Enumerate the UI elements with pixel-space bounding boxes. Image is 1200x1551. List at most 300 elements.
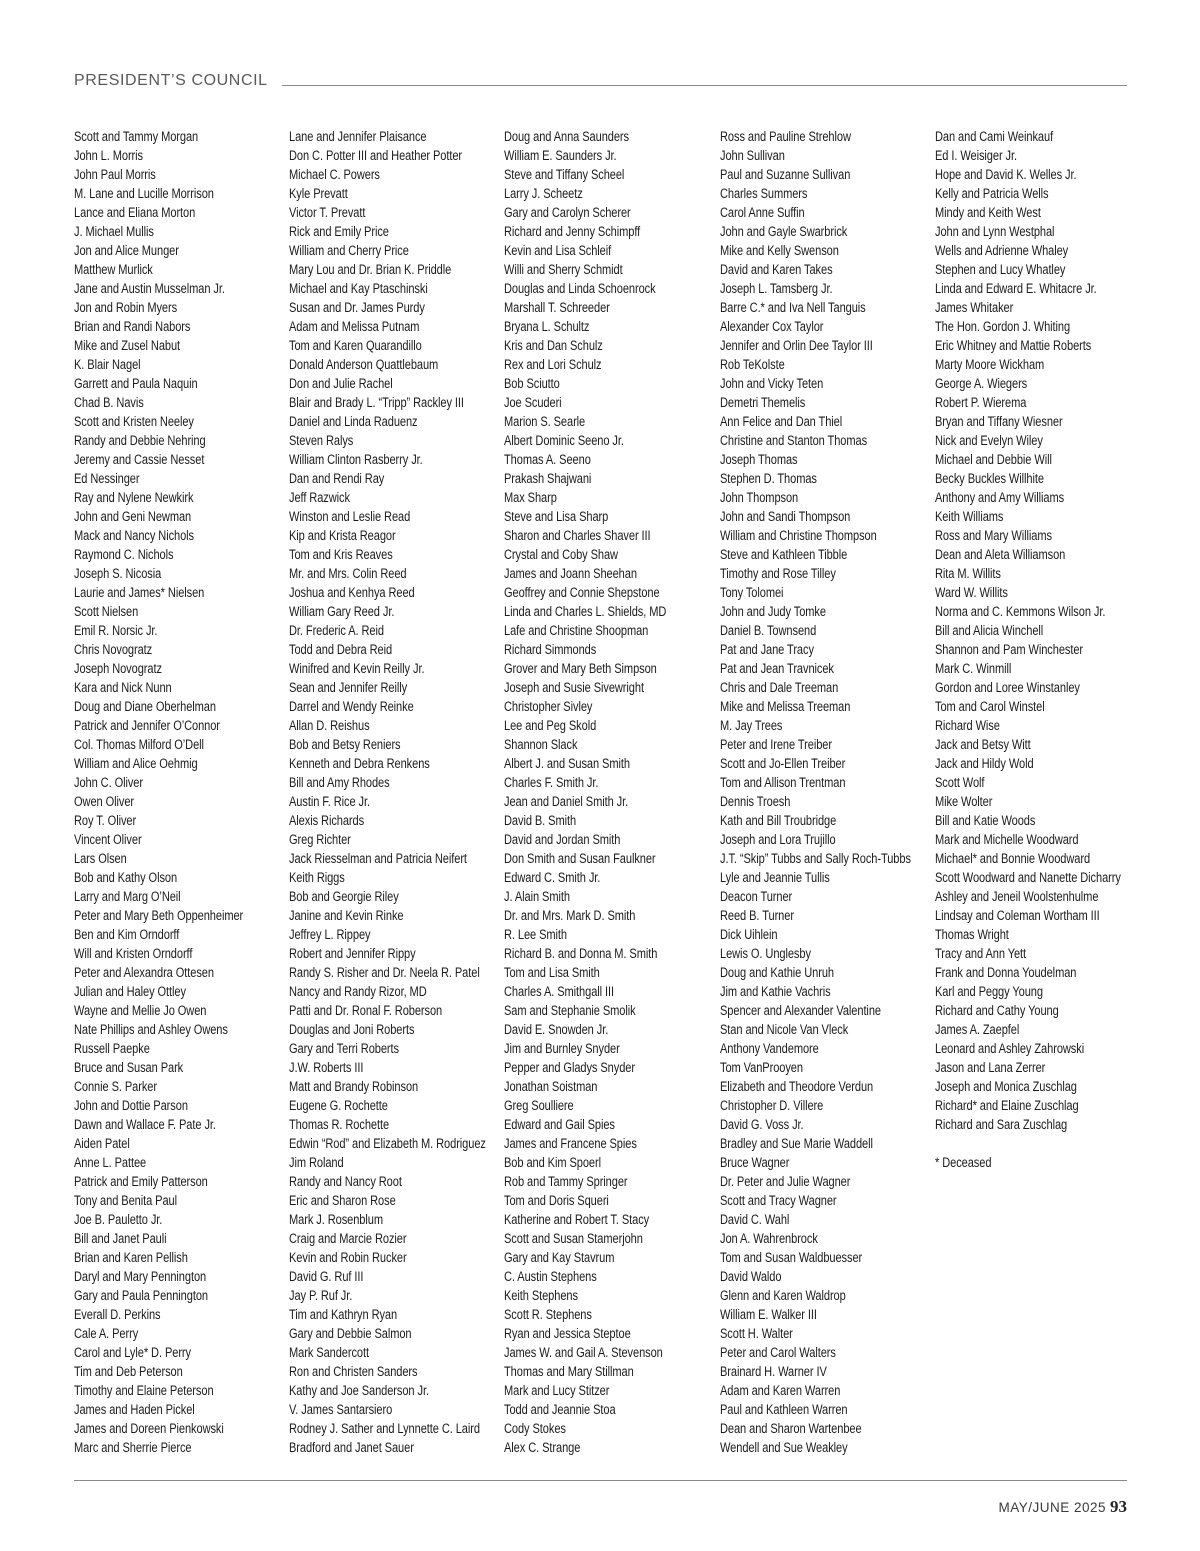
donor-name: Joshua and Kenhya Reed <box>289 585 415 600</box>
donor-column-5 <box>935 127 1145 1172</box>
donor-name: M. Lane and Lucille Morrison <box>74 186 214 201</box>
donor-name: Scott and Tracy Wagner <box>720 1193 837 1208</box>
donor-name: Rita M. Willits <box>935 566 1001 581</box>
donor-name: Dan and Cami Weinkauf <box>935 129 1054 144</box>
donor-name: John and Judy Tomke <box>720 604 826 619</box>
donor-name: Kara and Nick Nunn <box>74 680 172 695</box>
donor-name: Joseph L. Tamsberg Jr. <box>720 281 833 296</box>
donor-name: Crystal and Coby Shaw <box>504 547 618 562</box>
donor-name: Mark C. Winmill <box>935 661 1012 676</box>
donor-name: John Sullivan <box>720 148 785 163</box>
donor-name: Tony and Benita Paul <box>74 1193 177 1208</box>
donor-name: Jim Roland <box>289 1155 344 1170</box>
donor-name: Adam and Karen Warren <box>720 1383 841 1398</box>
donor-name: Blair and Brady L. “Tripp” Rackley III <box>289 395 464 410</box>
donor-name: Allan D. Reishus <box>289 718 370 733</box>
donor-name: Paul and Suzanne Sullivan <box>720 167 851 182</box>
donor-name: Jim and Kathie Vachris <box>720 984 831 999</box>
donor-name: Keith Williams <box>935 509 1004 524</box>
donor-name: Adam and Melissa Putnam <box>289 319 420 334</box>
donor-name: Scott H. Walter <box>720 1326 793 1341</box>
donor-name: Todd and Jeannie Stoa <box>504 1402 616 1417</box>
donor-name: Lance and Eliana Morton <box>74 205 196 220</box>
donor-name: Shannon and Pam Winchester <box>935 642 1084 657</box>
donor-name: Lane and Jennifer Plaisance <box>289 129 427 144</box>
donor-name: Bob and Kathy Olson <box>74 870 178 885</box>
donor-name: Ed Nessinger <box>74 471 140 486</box>
donor-name: John and Geni Newman <box>74 509 192 524</box>
donor-name: Marty Moore Wickham <box>935 357 1045 372</box>
donor-name: Wayne and Mellie Jo Owen <box>74 1003 207 1018</box>
donor-name: Cale A. Perry <box>74 1326 139 1341</box>
donor-name: Bryan and Tiffany Wiesner <box>935 414 1063 429</box>
donor-name: Tom and Allison Trentman <box>720 775 846 790</box>
donor-name: Ron and Christen Sanders <box>289 1364 418 1379</box>
donor-name: Stan and Nicole Van Vleck <box>720 1022 849 1037</box>
donor-name: Dan and Rendi Ray <box>289 471 385 486</box>
donor-name: Carol and Lyle* D. Perry <box>74 1345 191 1360</box>
page-number: 93 <box>1110 1497 1127 1516</box>
donor-name: Kyle Prevatt <box>289 186 348 201</box>
donor-name: Joseph S. Nicosia <box>74 566 162 581</box>
donor-name: Pat and Jane Tracy <box>720 642 814 657</box>
donor-name: John C. Oliver <box>74 775 143 790</box>
donor-name: Tom and Carol Winstel <box>935 699 1045 714</box>
donor-name: Jim and Burnley Snyder <box>504 1041 620 1056</box>
donor-name: Bob and Betsy Reniers <box>289 737 401 752</box>
donor-name: Jane and Austin Musselman Jr. <box>74 281 225 296</box>
donor-name: Brainard H. Warner IV <box>720 1364 827 1379</box>
donor-name: Geoffrey and Connie Shepstone <box>504 585 660 600</box>
donor-name: Kelly and Patricia Wells <box>935 186 1049 201</box>
donor-name: Aiden Patel <box>74 1136 130 1151</box>
donor-name: George A. Wiegers <box>935 376 1028 391</box>
donor-name: Ray and Nylene Newkirk <box>74 490 194 505</box>
donor-name: Reed B. Turner <box>720 908 794 923</box>
donor-name: Nate Phillips and Ashley Owens <box>74 1022 228 1037</box>
donor-name: Greg Richter <box>289 832 351 847</box>
donor-name: Everall D. Perkins <box>74 1307 161 1322</box>
donor-name: Jon A. Wahrenbrock <box>720 1231 818 1246</box>
donor-name: Timothy and Rose Tilley <box>720 566 836 581</box>
donor-name: Bruce and Susan Park <box>74 1060 184 1075</box>
donor-name: Joe B. Pauletto Jr. <box>74 1212 163 1227</box>
donor-name: Daniel B. Townsend <box>720 623 817 638</box>
donor-name: Hope and David K. Welles Jr. <box>935 167 1077 182</box>
donor-name: Charles A. Smithgall III <box>504 984 615 999</box>
donor-name: Katherine and Robert T. Stacy <box>504 1212 650 1227</box>
donor-name: Russell Paepke <box>74 1041 150 1056</box>
donor-name: Jeffrey L. Rippey <box>289 927 371 942</box>
donor-name: Gary and Debbie Salmon <box>289 1326 412 1341</box>
donor-name: Dr. and Mrs. Mark D. Smith <box>504 908 636 923</box>
donor-name: Bryana L. Schultz <box>504 319 590 334</box>
donor-name: Larry J. Scheetz <box>504 186 583 201</box>
donor-name: Marshall T. Schreeder <box>504 300 610 315</box>
donor-name: Marc and Sherrie Pierce <box>74 1440 192 1455</box>
donor-name: Ross and Pauline Strehlow <box>720 129 851 144</box>
issue-date: MAY/JUNE 2025 <box>998 1500 1106 1515</box>
donor-name: Julian and Haley Ottley <box>74 984 186 999</box>
donor-name: Scott and Susan Stamerjohn <box>504 1231 643 1246</box>
donor-name: Scott and Tammy Morgan <box>74 129 199 144</box>
donor-name: Lars Olsen <box>74 851 127 866</box>
donor-name: Marion S. Searle <box>504 414 586 429</box>
donor-name: Laurie and James* Nielsen <box>74 585 205 600</box>
donor-column-2 <box>289 127 499 1457</box>
donor-name: Rick and Emily Price <box>289 224 389 239</box>
donor-name: David G. Ruf III <box>289 1269 364 1284</box>
donor-name: Tom and Karen Quarandillo <box>289 338 422 353</box>
donor-name: Mark Sandercott <box>289 1345 369 1360</box>
donor-name: Vincent Oliver <box>74 832 142 847</box>
donor-name: Richard* and Elaine Zuschlag <box>935 1098 1079 1113</box>
donor-name: Roy T. Oliver <box>74 813 137 828</box>
donor-name: Victor T. Prevatt <box>289 205 366 220</box>
donor-name: Steve and Tiffany Scheel <box>504 167 625 182</box>
donor-name: Lindsay and Coleman Wortham III <box>935 908 1100 923</box>
donor-name: Wells and Adrienne Whaley <box>935 243 1069 258</box>
donor-name: Edwin “Rod” and Elizabeth M. Rodriguez <box>289 1136 486 1151</box>
donor-name: Barre C.* and Iva Nell Tanguis <box>720 300 866 315</box>
donor-name: David E. Snowden Jr. <box>504 1022 609 1037</box>
donor-name: James A. Zaepfel <box>935 1022 1020 1037</box>
donor-name: Scott Wolf <box>935 775 985 790</box>
donor-name: Steven Ralys <box>289 433 354 448</box>
donor-name: Jeremy and Cassie Nesset <box>74 452 205 467</box>
donor-name: Charles F. Smith Jr. <box>504 775 599 790</box>
donor-name: Peter and Carol Walters <box>720 1345 836 1360</box>
donor-name: Norma and C. Kemmons Wilson Jr. <box>935 604 1106 619</box>
deceased-footnote: * Deceased <box>935 1155 992 1170</box>
donor-name: William and Christine Thompson <box>720 528 877 543</box>
donor-name: Craig and Marcie Rozier <box>289 1231 407 1246</box>
donor-name: Gary and Terri Roberts <box>289 1041 399 1056</box>
donor-name: Kevin and Robin Rucker <box>289 1250 407 1265</box>
donor-name: Ben and Kim Orndorff <box>74 927 180 942</box>
donor-name: Will and Kristen Orndorff <box>74 946 193 961</box>
donor-name: Rob and Tammy Springer <box>504 1174 628 1189</box>
donor-name: Lafe and Christine Shoopman <box>504 623 649 638</box>
donor-name: Lyle and Jeannie Tullis <box>720 870 830 885</box>
donor-name: John and Gayle Swarbrick <box>720 224 848 239</box>
donor-name: Mark and Lucy Stitzer <box>504 1383 610 1398</box>
donor-name: Matt and Brandy Robinson <box>289 1079 419 1094</box>
donor-name: Christine and Stanton Thomas <box>720 433 868 448</box>
donor-name: James and Doreen Pienkowski <box>74 1421 224 1436</box>
donor-name: C. Austin Stephens <box>504 1269 597 1284</box>
donor-name: Emil R. Norsic Jr. <box>74 623 158 638</box>
donor-name: Richard and Jenny Schimpff <box>504 224 641 239</box>
donor-name: J.W. Roberts III <box>289 1060 364 1075</box>
donor-name: Bruce Wagner <box>720 1155 790 1170</box>
donor-name: James and Francene Spies <box>504 1136 637 1151</box>
donor-name: Becky Buckles Willhite <box>935 471 1044 486</box>
donor-name: Spencer and Alexander Valentine <box>720 1003 881 1018</box>
donor-name: Ross and Mary Williams <box>935 528 1052 543</box>
donor-name: Mack and Nancy Nichols <box>74 528 195 543</box>
donor-name: Douglas and Linda Schoenrock <box>504 281 656 296</box>
donor-name: Dean and Aleta Williamson <box>935 547 1066 562</box>
donor-name: V. James Santarsiero <box>289 1402 393 1417</box>
section-title: PRESIDENT’S COUNCIL <box>74 72 282 90</box>
donor-name: Eric and Sharon Rose <box>289 1193 396 1208</box>
donor-name: Jeff Razwick <box>289 490 350 505</box>
donor-name: Jonathan Soistman <box>504 1079 598 1094</box>
donor-name: David B. Smith <box>504 813 577 828</box>
donor-name: John and Lynn Westphal <box>935 224 1055 239</box>
donor-name: Ashley and Jeneil Woolstenhulme <box>935 889 1099 904</box>
donor-name: Mike Wolter <box>935 794 993 809</box>
donor-name: Anthony Vandemore <box>720 1041 819 1056</box>
donor-name: K. Blair Nagel <box>74 357 141 372</box>
donor-name: John Paul Morris <box>74 167 156 182</box>
donor-name: Alex C. Strange <box>504 1440 581 1455</box>
donor-name: Col. Thomas Milford O’Dell <box>74 737 204 752</box>
donor-name: Janine and Kevin Rinke <box>289 908 404 923</box>
donor-name: Daryl and Mary Pennington <box>74 1269 207 1284</box>
donor-name: Kenneth and Debra Renkens <box>289 756 430 771</box>
donor-name: David and Jordan Smith <box>504 832 621 847</box>
donor-name: Tom VanProoyen <box>720 1060 803 1075</box>
donor-name: Randy S. Risher and Dr. Neela R. Patel <box>289 965 480 980</box>
donor-name: Joseph and Lora Trujillo <box>720 832 836 847</box>
donor-name: Pepper and Gladys Snyder <box>504 1060 635 1075</box>
donor-name: Christopher Sivley <box>504 699 593 714</box>
donor-name: Paul and Kathleen Warren <box>720 1402 848 1417</box>
donor-name: Daniel and Linda Raduenz <box>289 414 418 429</box>
donor-name: Scott and Kristen Neeley <box>74 414 194 429</box>
donor-name: Chris and Dale Treeman <box>720 680 839 695</box>
donor-name: Edward and Gail Spies <box>504 1117 615 1132</box>
donor-name: Gary and Paula Pennington <box>74 1288 208 1303</box>
donor-name: Bill and Katie Woods <box>935 813 1036 828</box>
donor-name: Peter and Mary Beth Oppenheimer <box>74 908 244 923</box>
donor-name: Doug and Kathie Unruh <box>720 965 834 980</box>
donor-name: Kip and Krista Reagor <box>289 528 396 543</box>
donor-name: Nick and Evelyn Wiley <box>935 433 1043 448</box>
donor-name: Tim and Deb Peterson <box>74 1364 183 1379</box>
donor-name: Rex and Lori Schulz <box>504 357 602 372</box>
donor-name: Tom and Doris Squeri <box>504 1193 609 1208</box>
donor-name: Frank and Donna Youdelman <box>935 965 1077 980</box>
donor-name: Bob Sciutto <box>504 376 560 391</box>
donor-name: Doug and Diane Oberhelman <box>74 699 216 714</box>
donor-name: Patrick and Emily Patterson <box>74 1174 208 1189</box>
donor-name: Don Smith and Susan Faulkner <box>504 851 656 866</box>
page-footer <box>998 1497 1127 1517</box>
donor-name: William Gary Reed Jr. <box>289 604 395 619</box>
donor-name: Scott R. Stephens <box>504 1307 592 1322</box>
donor-name: Thomas and Mary Stillman <box>504 1364 634 1379</box>
donor-name: Alexander Cox Taylor <box>720 319 824 334</box>
donor-name: Winston and Leslie Read <box>289 509 411 524</box>
donor-name: J. Michael Mullis <box>74 224 154 239</box>
donor-name: David and Karen Takes <box>720 262 833 277</box>
donor-name: Jack and Hildy Wold <box>935 756 1034 771</box>
donor-name: Doug and Anna Saunders <box>504 129 629 144</box>
donor-name: Darrel and Wendy Reinke <box>289 699 414 714</box>
donor-name: Bradley and Sue Marie Waddell <box>720 1136 873 1151</box>
donor-name: John and Sandi Thompson <box>720 509 851 524</box>
donor-name: David C. Wahl <box>720 1212 790 1227</box>
donor-name: Richard Wise <box>935 718 1000 733</box>
donor-name: Timothy and Elaine Peterson <box>74 1383 214 1398</box>
donor-name: M. Jay Trees <box>720 718 783 733</box>
donor-name: Karl and Peggy Young <box>935 984 1043 999</box>
donor-name: Tony Tolomei <box>720 585 784 600</box>
donor-column-1 <box>74 127 284 1457</box>
donor-name: Austin F. Rice Jr. <box>289 794 370 809</box>
donor-name: Peter and Irene Treiber <box>720 737 832 752</box>
donor-name: Anthony and Amy Williams <box>935 490 1065 505</box>
donor-name: Peter and Alexandra Ottesen <box>74 965 214 980</box>
donor-name: Patti and Dr. Ronal F. Roberson <box>289 1003 443 1018</box>
donor-name: Mr. and Mrs. Colin Reed <box>289 566 407 581</box>
donor-name: John L. Morris <box>74 148 143 163</box>
donor-name: Thomas Wright <box>935 927 1009 942</box>
donor-name: Anne L. Pattee <box>74 1155 147 1170</box>
donor-name: Scott Woodward and Nanette Dicharry <box>935 870 1121 885</box>
donor-name: Raymond C. Nichols <box>74 547 174 562</box>
donor-name: Ed I. Weisiger Jr. <box>935 148 1017 163</box>
donor-name: David G. Voss Jr. <box>720 1117 804 1132</box>
donor-name: Gary and Kay Stavrum <box>504 1250 615 1265</box>
donor-name: Kevin and Lisa Schleif <box>504 243 612 258</box>
donor-name: Dennis Troesh <box>720 794 791 809</box>
donor-name: Mindy and Keith West <box>935 205 1041 220</box>
donor-name: Keith Stephens <box>504 1288 578 1303</box>
donor-name: Patrick and Jennifer O’Connor <box>74 718 220 733</box>
donor-name: Scott and Jo-Ellen Treiber <box>720 756 846 771</box>
donor-name: Mike and Melissa Treeman <box>720 699 851 714</box>
donor-name: James Whitaker <box>935 300 1014 315</box>
donor-name: Sharon and Charles Shaver III <box>504 528 651 543</box>
donor-name: Lewis O. Unglesby <box>720 946 811 961</box>
donor-name: Ryan and Jessica Steptoe <box>504 1326 631 1341</box>
donor-name: Eugene G. Rochette <box>289 1098 388 1113</box>
donor-column-3 <box>504 127 714 1457</box>
donor-name: Kris and Dan Schulz <box>504 338 603 353</box>
donor-name: Todd and Debra Reid <box>289 642 393 657</box>
donor-name: Glenn and Karen Waldrop <box>720 1288 846 1303</box>
donor-name: Owen Oliver <box>74 794 135 809</box>
donor-name: Dawn and Wallace F. Pate Jr. <box>74 1117 216 1132</box>
donor-name: Willi and Sherry Schmidt <box>504 262 623 277</box>
donor-name: Dick Uihlein <box>720 927 778 942</box>
donor-name: Chris Novogratz <box>74 642 153 657</box>
donor-name: Michael C. Powers <box>289 167 380 182</box>
donor-name: Albert Dominic Seeno Jr. <box>504 433 624 448</box>
donor-name: Michael and Debbie Will <box>935 452 1052 467</box>
donor-name: Tim and Kathryn Ryan <box>289 1307 398 1322</box>
donor-name: William and Cherry Price <box>289 243 409 258</box>
donor-name: Tom and Kris Reaves <box>289 547 393 562</box>
donor-name: Mike and Kelly Swenson <box>720 243 839 258</box>
donor-name: Bill and Janet Pauli <box>74 1231 167 1246</box>
donor-name: William and Alice Oehmig <box>74 756 198 771</box>
donor-name: Pat and Jean Travnicek <box>720 661 834 676</box>
donor-name: Mary Lou and Dr. Brian K. Priddle <box>289 262 452 277</box>
donor-name: Garrett and Paula Naquin <box>74 376 198 391</box>
donor-name: Mark J. Rosenblum <box>289 1212 383 1227</box>
donor-name: Stephen and Lucy Whatley <box>935 262 1066 277</box>
donor-name: Mike and Zusel Nabut <box>74 338 181 353</box>
donor-name: Jon and Alice Munger <box>74 243 179 258</box>
donor-name: Sam and Stephanie Smolik <box>504 1003 636 1018</box>
donor-name: Jack Riesselman and Patricia Neifert <box>289 851 467 866</box>
donor-name: Richard and Sara Zuschlag <box>935 1117 1068 1132</box>
donor-name: Susan and Dr. James Purdy <box>289 300 425 315</box>
donor-name: Max Sharp <box>504 490 557 505</box>
donor-columns <box>74 127 1154 1457</box>
donor-name: The Hon. Gordon J. Whiting <box>935 319 1071 334</box>
donor-name: Shannon Slack <box>504 737 578 752</box>
donor-name: Jennifer and Orlin Dee Taylor III <box>720 338 873 353</box>
page-header <box>74 70 1127 94</box>
donor-name: James W. and Gail A. Stevenson <box>504 1345 663 1360</box>
donor-name: Jason and Lana Zerrer <box>935 1060 1046 1075</box>
donor-name: Joseph Thomas <box>720 452 798 467</box>
donor-name: Larry and Marg O’Neil <box>74 889 181 904</box>
donor-name: Jean and Daniel Smith Jr. <box>504 794 629 809</box>
donor-name: Jon and Robin Myers <box>74 300 178 315</box>
donor-name: J.T. “Skip” Tubbs and Sally Roch-Tubbs <box>720 851 911 866</box>
donor-name: John and Vicky Teten <box>720 376 824 391</box>
footer-rule <box>74 1480 1127 1481</box>
donor-name: Tracy and Ann Yett <box>935 946 1027 961</box>
donor-name: Joseph and Susie Sivewright <box>504 680 644 695</box>
donor-name: Sean and Jennifer Reilly <box>289 680 408 695</box>
donor-name: William E. Walker III <box>720 1307 817 1322</box>
donor-name: Randy and Debbie Nehring <box>74 433 206 448</box>
donor-name: Michael* and Bonnie Woodward <box>935 851 1091 866</box>
donor-name: Keith Riggs <box>289 870 345 885</box>
donor-name: Richard Simmonds <box>504 642 597 657</box>
donor-name: Gary and Carolyn Scherer <box>504 205 631 220</box>
donor-name: Albert J. and Susan Smith <box>504 756 630 771</box>
donor-name: Mark and Michelle Woodward <box>935 832 1079 847</box>
donor-name: Bob and Kim Spoerl <box>504 1155 601 1170</box>
donor-name: Dean and Sharon Wartenbee <box>720 1421 862 1436</box>
donor-name: Randy and Nancy Root <box>289 1174 402 1189</box>
donor-name: Joseph and Monica Zuschlag <box>935 1079 1077 1094</box>
donor-name: William Clinton Rasberry Jr. <box>289 452 423 467</box>
donor-name: Richard B. and Donna M. Smith <box>504 946 658 961</box>
donor-name: Prakash Shajwani <box>504 471 592 486</box>
donor-name: Jack and Betsy Witt <box>935 737 1031 752</box>
donor-name: Scott Nielsen <box>74 604 139 619</box>
donor-name: Christopher D. Villere <box>720 1098 824 1113</box>
donor-name: Eric Whitney and Mattie Roberts <box>935 338 1092 353</box>
donor-name: Alexis Richards <box>289 813 365 828</box>
donor-name: Don C. Potter III and Heather Potter <box>289 148 463 163</box>
donor-name: Don and Julie Rachel <box>289 376 393 391</box>
donor-name: Linda and Edward E. Whitacre Jr. <box>935 281 1097 296</box>
donor-name: Thomas A. Seeno <box>504 452 591 467</box>
donor-name: Bob and Georgie Riley <box>289 889 399 904</box>
donor-name: Deacon Turner <box>720 889 793 904</box>
donor-name: Greg Soulliere <box>504 1098 574 1113</box>
donor-name: Robert and Jennifer Rippy <box>289 946 416 961</box>
donor-name: Elizabeth and Theodore Verdun <box>720 1079 874 1094</box>
donor-name: Grover and Mary Beth Simpson <box>504 661 657 676</box>
donor-name: Edward C. Smith Jr. <box>504 870 601 885</box>
donor-name: Kath and Bill Troubridge <box>720 813 837 828</box>
donor-name: Bill and Alicia Winchell <box>935 623 1044 638</box>
donor-column-4 <box>720 127 930 1457</box>
donor-name: Ann Felice and Dan Thiel <box>720 414 843 429</box>
